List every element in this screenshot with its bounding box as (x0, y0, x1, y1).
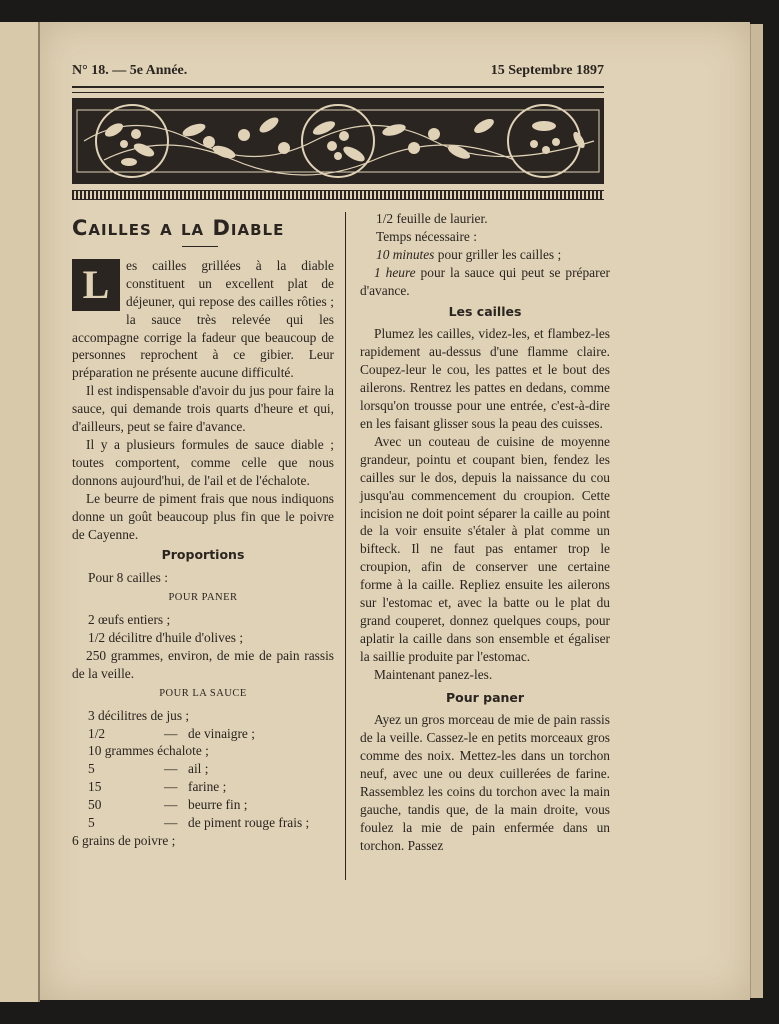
sauce-ingredient (72, 778, 334, 796)
sauce-heading: POUR LA SAUCE (159, 687, 247, 699)
ornament-rule (72, 190, 604, 200)
intro-paragraph: Il est indispensable d'avoir du jus pour faire la sauce, qui demande trois quarts d'heure et qui, d'ailleurs, peut se faire d'avance. (72, 383, 334, 435)
cailles-heading: Les cailles (448, 303, 522, 319)
sauce-ingredient (72, 707, 334, 725)
grill-time: 10 minutes (376, 246, 435, 262)
header-rule (72, 86, 604, 88)
sauce-qty: 50 (88, 797, 102, 813)
sauce-dash: — (164, 725, 178, 741)
facing-page-edge (0, 22, 40, 1002)
article-title: Cailles a la Diable (72, 216, 285, 240)
sauce-qty: 5 (88, 815, 95, 831)
left-column (72, 210, 334, 850)
body-paragraph: Ayez un gros morceau de mie de pain rassis de la veille. Cassez-le en petits morceaux gros comme des noix. Mettez-les dans un torchon neuf, avec une ou deux cuillerées de farine. Rassemblez les coins du torchon avec la main gauche, tandis que, de la main droite, vous foulez la mie de pain enfermée dans un torchon. Passez (360, 712, 610, 853)
header-rule-thin (72, 92, 604, 93)
ingredient-line: 2 œufs entiers ; (88, 612, 171, 628)
body-paragraph: Maintenant panez-les. (374, 666, 493, 682)
sauce-text: pour la sauce qui peut se préparer d'avance. (360, 264, 610, 298)
title-rule (182, 246, 218, 247)
page-edge (750, 24, 763, 998)
paner-section-heading: Pour paner (445, 689, 525, 705)
sauce-ingredient (72, 796, 334, 814)
sauce-name: de vinaigre ; (188, 725, 255, 741)
body-paragraph: Avec un couteau de cuisine de moyenne grandeur, pointu et coupant bien, fendez les cailles sur le dos, depuis la naissance du cou jusqu'au commencement du croupion. Cette incision ne doit point séparer la caille au point de la voir ensuite s'étaler à plat comme un bifteck. Il ne faut pas entamer trop le croupion, afin de conserver une certaine forme à la caille. Repliez ensuite les ailerons sur l'estomac et, avec la batte ou le plat du grand couperet, donnez quelques coups, pour aplatir la caille dans son ensemble et égaliser la saillie produite par l'estomac. (360, 433, 610, 664)
sauce-qty: 1/2 (88, 725, 106, 741)
temps-line: Temps nécessaire : (376, 228, 477, 244)
sauce-qty: 3 décilitres de jus ; (88, 707, 190, 723)
proportions-heading: Proportions (161, 547, 245, 563)
dropcap-initial (72, 259, 120, 311)
ingredient-line: 250 grammes, environ, de mie de pain rassis de la veille. (72, 647, 334, 681)
fruit-vine-illustration (74, 100, 602, 182)
paner-heading: POUR PANER (168, 592, 238, 604)
sauce-dash: — (164, 815, 178, 831)
issue-date: 15 Septembre 1897 (490, 63, 604, 78)
intro-paragraph: Le beurre de piment frais que nous indiquons donne un goût beaucoup plus fin que le poivre de Cayenne. (72, 490, 334, 542)
intro-paragraph: es cailles grillées à la diable constituent un excellent plat de déjeuner, qui repose des cailles rôties ; la sauce très relevée qui les accompagne corrige la fadeur que beaucoup de personnes reprochent à ce gibier. Leur préparation ne présente aucune difficulté. (72, 257, 334, 381)
sauce-qty: 10 grammes échalote ; (88, 743, 209, 759)
issue-number: N° 18. — 5e Année. (72, 63, 188, 78)
sauce-name: ail ; (188, 761, 209, 777)
temps-sauce (360, 264, 610, 300)
sauce-ingredient (72, 814, 334, 832)
sauce-dash: — (164, 761, 178, 777)
running-header (72, 63, 604, 79)
ingredient-line: 1/2 décilitre d'huile d'olives ; (88, 630, 244, 646)
intro-paragraph: Il y a plusieurs formules de sauce diable ; toutes comportent, comme celle que nous donnons aujourd'hui, de l'ail et de l'échalote. (72, 436, 334, 488)
sauce-name: beurre fin ; (188, 797, 248, 813)
sauce-ingredient (72, 725, 334, 743)
sauce-ingredient (72, 760, 334, 778)
laurier-line: 1/2 feuille de laurier. (376, 211, 488, 226)
dropcap-letter: L (82, 261, 110, 307)
grill-text: pour griller les cailles ; (434, 246, 562, 262)
sauce-name: farine ; (188, 779, 227, 795)
sauce-qty: 6 grains de poivre ; (72, 833, 176, 848)
sauce-name: de piment rouge frais ; (188, 815, 310, 831)
sauce-qty: 15 (88, 779, 102, 795)
sauce-qty: 5 (88, 761, 95, 777)
temps-grill (360, 246, 610, 264)
sauce-dash: — (164, 779, 178, 795)
sauce-dash: — (164, 797, 178, 813)
body-paragraph: Plumez les cailles, videz-les, et flambez-les rapidement au-dessus d'une flamme claire. Coupez-leur le cou, les pattes et le bout des ailerons. Rentrez les pattes en dedans, comme lorsqu'on trousse pour une entrée, c'est-à-dire en les faisant glisser sous la peau des cuisses. (360, 326, 610, 431)
column-separator (345, 212, 346, 880)
sauce-time: 1 heure (374, 264, 416, 280)
ornamental-banner (72, 98, 604, 184)
cailles-count: Pour 8 cailles : (88, 570, 168, 586)
right-column (360, 210, 610, 855)
sauce-ingredient (72, 742, 334, 760)
sauce-ingredient (72, 832, 334, 850)
